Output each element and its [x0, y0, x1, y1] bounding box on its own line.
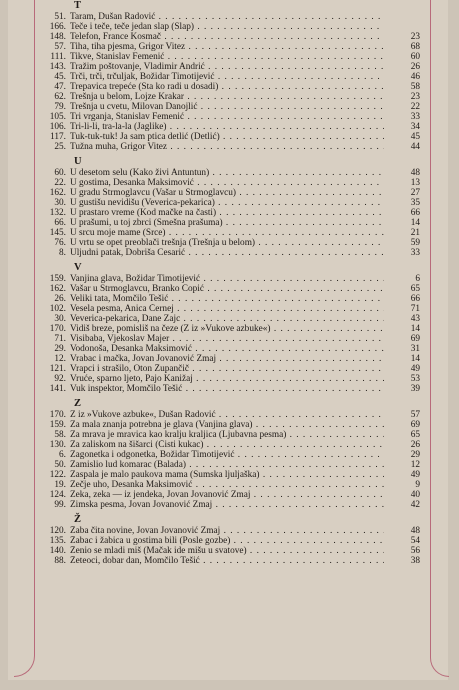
entry-title: Vašar u Strmoglavcu, Branko Ćopić . . .	[70, 284, 384, 294]
entry-page: 35	[410, 198, 420, 208]
entry-title: Vrapci i strašilo, Oton Župančič . . .	[70, 364, 384, 374]
index-entry	[40, 208, 420, 218]
entry-page: 34	[410, 122, 420, 132]
entry-title: Tužna muha, Grigor Vitez . . .	[70, 142, 384, 152]
entry-title: Zamislio lud komarac (Balada) . . .	[70, 460, 384, 470]
entry-page: 38	[410, 556, 420, 566]
index-entry	[40, 546, 420, 556]
entry-page: 26	[410, 440, 420, 450]
entry-page: 9	[415, 480, 420, 490]
entry-number: 122.	[49, 470, 66, 480]
entry-title: Tri-li-li, tra-la-la (Jaglike) . . .	[70, 122, 384, 132]
entry-page: 57	[410, 410, 420, 420]
index-entry	[40, 122, 420, 132]
index-entry	[40, 324, 420, 334]
entry-number: 162.	[49, 284, 66, 294]
entry-page: 71	[410, 304, 420, 314]
entry-page: 27	[410, 188, 420, 198]
entry-number: 102.	[49, 304, 66, 314]
entry-number: 22.	[54, 178, 66, 188]
entry-number: 51.	[54, 12, 66, 22]
index-entry	[40, 364, 420, 374]
entry-title: Zimska pesma, Jovan Jovanović Zmaj . . .	[70, 500, 384, 510]
index-entry	[40, 420, 420, 430]
entry-title: Teče i teče, teče jedan slap (Slap) . . .	[70, 22, 384, 32]
entry-number: 92.	[54, 374, 66, 384]
entry-page: 49	[410, 470, 420, 480]
entry-number: 105.	[49, 112, 66, 122]
entry-page: 45	[410, 132, 420, 142]
index-entry	[40, 314, 420, 324]
entry-number: 25.	[54, 142, 66, 152]
entry-title: Uljudni patak, Dobriša Cesarić . . .	[70, 248, 384, 258]
index-entry	[40, 62, 420, 72]
title-index	[40, 0, 420, 566]
page-border-left	[14, 0, 35, 677]
entry-page: 65	[410, 430, 420, 440]
entry-number: 58.	[54, 430, 66, 440]
index-entry	[40, 218, 420, 228]
entry-number: 71.	[54, 334, 66, 344]
index-entry	[40, 228, 420, 238]
index-entry	[40, 188, 420, 198]
section-letter: T	[74, 0, 82, 11]
entry-title: U desetom selu (Kako živi Antuntun) . . .	[70, 168, 384, 178]
entry-number: 50.	[54, 460, 66, 470]
entry-title: Vruće, sparno ljeto, Pajo Kanižaj . . .	[70, 374, 384, 384]
index-entry	[40, 132, 420, 142]
entry-title: U gostima, Desanka Maksimović . . .	[70, 178, 384, 188]
entry-number: 132.	[49, 208, 66, 218]
index-entry	[40, 384, 420, 394]
entry-page: 53	[410, 374, 420, 384]
entry-number: 121.	[49, 364, 66, 374]
entry-number: 57.	[54, 42, 66, 52]
entry-page: 23	[410, 92, 420, 102]
index-entry	[40, 112, 420, 122]
entry-title: U prašumi, u toj zbrci (Smešna prašuma) . . .	[70, 218, 384, 228]
entry-number: 130.	[49, 440, 66, 450]
entry-number: 99.	[54, 500, 66, 510]
entry-number: 29.	[54, 344, 66, 354]
index-entry	[40, 198, 420, 208]
entry-number: 170.	[49, 410, 66, 420]
index-entry	[40, 354, 420, 364]
entry-page: 26	[410, 62, 420, 72]
entry-number: 66.	[54, 218, 66, 228]
entry-page: 39	[410, 384, 420, 394]
entry-title: U gradu Strmoglavcu (Vašar u Strmoglavcu) . . .	[70, 188, 384, 198]
index-entry	[40, 526, 420, 536]
entry-title: U vrtu se opet preoblači trešnja (Trešnja u belom) . . .	[70, 238, 384, 248]
entry-title: Telefon, France Kosmač . . .	[70, 32, 384, 42]
entry-number: 6.	[59, 450, 66, 460]
entry-page: 33	[410, 248, 420, 258]
entry-title: Za mala znanja potrebna je glava (Vanjina glava) . . .	[70, 420, 384, 430]
entry-page: 65	[410, 284, 420, 294]
index-entry	[40, 102, 420, 112]
index-entry	[40, 12, 420, 22]
index-entry	[40, 274, 420, 284]
entry-page: 44	[410, 142, 420, 152]
entry-title: Taram, Dušan Radović . . .	[70, 12, 384, 22]
entry-page: 46	[410, 72, 420, 82]
entry-title: U prastaro vreme (Kod mačke na časti) . . .	[70, 208, 384, 218]
index-entry	[40, 142, 420, 152]
entry-title: Tikve, Stanislav Femenić . . .	[70, 52, 384, 62]
index-entry	[40, 344, 420, 354]
entry-number: 106.	[49, 122, 66, 132]
entry-title: Zečje uho, Desanka Maksimović . . .	[70, 480, 384, 490]
entry-page: 69	[410, 420, 420, 430]
entry-title: Veliki tata, Momčilo Tešić . . .	[70, 294, 384, 304]
entry-page: 54	[410, 536, 420, 546]
index-entry	[40, 450, 420, 460]
entry-page: 14	[410, 354, 420, 364]
entry-number: 30.	[54, 314, 66, 324]
entry-title: Zeka, zeka — iz jendeka, Jovan Jovanović Zmaj . . .	[70, 490, 384, 500]
index-entry	[40, 536, 420, 546]
entry-page: 59	[410, 238, 420, 248]
entry-number: 19.	[54, 480, 66, 490]
index-entry	[40, 556, 420, 566]
index-entry	[40, 410, 420, 420]
index-entry	[40, 374, 420, 384]
index-entry	[40, 284, 420, 294]
entry-page: 69	[410, 334, 420, 344]
index-entry	[40, 304, 420, 314]
entry-title: Vesela pesma, Anica Černej . . .	[70, 304, 384, 314]
entry-number: 143.	[49, 62, 66, 72]
entry-page: 29	[410, 450, 420, 460]
index-entry	[40, 248, 420, 258]
index-entry	[40, 82, 420, 92]
entry-page: 56	[410, 546, 420, 556]
entry-title: Vrabac i mačka, Jovan Jovanović Zmaj . . .	[70, 354, 384, 364]
entry-number: 162.	[49, 188, 66, 198]
index-entry	[40, 480, 420, 490]
entry-title: Žeteoci, dobar dan, Momčilo Tešić . . .	[70, 556, 384, 566]
entry-number: 88.	[54, 556, 66, 566]
entry-page: 14	[410, 324, 420, 334]
entry-number: 135.	[49, 536, 66, 546]
entry-title: Vidiš breze, pomisliš na čeze (Z iz »Vukove azbuke«) . . .	[70, 324, 384, 334]
entry-page: 14	[410, 218, 420, 228]
entry-number: 79.	[54, 102, 66, 112]
section-letter: Ž	[74, 514, 82, 525]
entry-title: Veverica-pekarica, Dane Zajc . . .	[70, 314, 384, 324]
entry-number: 159.	[49, 420, 66, 430]
entry-page: 21	[410, 228, 420, 238]
entry-number: 76.	[54, 238, 66, 248]
entry-number: 170.	[49, 324, 66, 334]
index-entry	[40, 470, 420, 480]
entry-page: 48	[410, 168, 420, 178]
entry-title: Visibaba, Vjekoslav Majer . . .	[70, 334, 384, 344]
index-entry	[40, 294, 420, 304]
index-entry	[40, 32, 420, 42]
entry-number: 47.	[54, 82, 66, 92]
entry-title: Za zaliskom na šišarci (Čisti kukac) . . .	[70, 440, 384, 450]
entry-number: 26.	[54, 294, 66, 304]
entry-title: Zagonetka i odgonetka, Božidar Timotijević . . .	[70, 450, 384, 460]
entry-page: 40	[410, 490, 420, 500]
index-entry	[40, 430, 420, 440]
index-entry	[40, 500, 420, 510]
entry-title: Vodonoša, Desanka Maksimović . . .	[70, 344, 384, 354]
entry-page: 13	[410, 178, 420, 188]
section-letter: V	[74, 262, 82, 273]
index-entry	[40, 22, 420, 32]
entry-title: U gustišu nevidišu (Veverica-pekarica) . . .	[70, 198, 384, 208]
index-entry	[40, 460, 420, 470]
entry-title: Zaspala je malo paukova mama (Šumska ljuljaška) . . .	[70, 470, 384, 480]
entry-title: U srcu moje mame (Srce) . . .	[70, 228, 384, 238]
entry-page: 66	[410, 208, 420, 218]
index-entry	[40, 52, 420, 62]
index-entry	[40, 178, 420, 188]
index-entry	[40, 490, 420, 500]
entry-title: Vuk inspektor, Momčilo Tešić . . .	[70, 384, 384, 394]
entry-page: 22	[410, 102, 420, 112]
entry-title: Ženio se mladi miš (Mačak ide mišu u svatove) . . .	[70, 546, 384, 556]
entry-page: 43	[410, 314, 420, 324]
entry-title: Tiha, tiha pjesma, Grigor Vitez . . .	[70, 42, 384, 52]
entry-page: 33	[410, 112, 420, 122]
entry-title: Trči, trči, trčuljak, Božidar Timotijević . . .	[70, 72, 384, 82]
entry-number: 117.	[50, 132, 66, 142]
entry-number: 45.	[54, 72, 66, 82]
entry-page: 68	[410, 42, 420, 52]
entry-number: 120.	[49, 526, 66, 536]
entry-number: 145.	[49, 228, 66, 238]
entry-number: 140.	[49, 546, 66, 556]
entry-page: 58	[410, 82, 420, 92]
entry-page: 23	[410, 32, 420, 42]
section-letter: U	[74, 156, 82, 167]
index-entry	[40, 238, 420, 248]
entry-number: 12.	[54, 354, 66, 364]
entry-title: Trešnja u belom, Lojze Krakar . . .	[70, 92, 384, 102]
entry-number: 60.	[54, 168, 66, 178]
index-entry	[40, 168, 420, 178]
entry-number: 8.	[59, 248, 66, 258]
entry-page: 60	[410, 52, 420, 62]
entry-number: 148.	[49, 32, 66, 42]
page-border-right	[430, 0, 449, 677]
entry-title: Za mrava je mravica kao kralju kraljica (Ljubavna pesma) . . .	[70, 430, 384, 440]
entry-page: 48	[410, 526, 420, 536]
entry-number: 30.	[54, 198, 66, 208]
entry-page: 42	[410, 500, 420, 510]
index-entry	[40, 334, 420, 344]
entry-title: Tuk-tuk-tuk! Ja sam ptica detlić (Detlić) . . .	[70, 132, 384, 142]
entry-title: Z iz »Vukove azbuke«, Dušan Radović . . .	[70, 410, 384, 420]
index-entry	[40, 92, 420, 102]
entry-number: 111.	[50, 52, 66, 62]
entry-title: Tri vrganja, Stanislav Femenić . . .	[70, 112, 384, 122]
entry-title: Žabac i žabica u gostima bili (Posle gozbe) . . .	[70, 536, 384, 546]
index-entry	[40, 42, 420, 52]
entry-number: 124.	[49, 490, 66, 500]
entry-page: 31	[410, 344, 420, 354]
section-letter: Z	[74, 398, 82, 409]
entry-title: Trepavica trepeće (Šta ko radi u dosadi) . . .	[70, 82, 384, 92]
entry-page: 66	[410, 294, 420, 304]
entry-title: Vanjina glava, Božidar Timotijević . . .	[70, 274, 384, 284]
entry-page: 49	[410, 364, 420, 374]
entry-title: Tražim poštovanje, Vladimir Andrić . . .	[70, 62, 384, 72]
entry-title: Žaba čita novine, Jovan Jovanović Zmaj . . .	[70, 526, 384, 536]
entry-page: 12	[410, 460, 420, 470]
entry-number: 141.	[49, 384, 66, 394]
entry-number: 159.	[49, 274, 66, 284]
entry-title: Trešnja u cvetu, Milovan Danojlić . . .	[70, 102, 384, 112]
entry-page: 6	[415, 274, 420, 284]
entry-number: 62.	[54, 92, 66, 102]
index-entry	[40, 440, 420, 450]
entry-number: 166.	[49, 22, 66, 32]
index-entry	[40, 72, 420, 82]
